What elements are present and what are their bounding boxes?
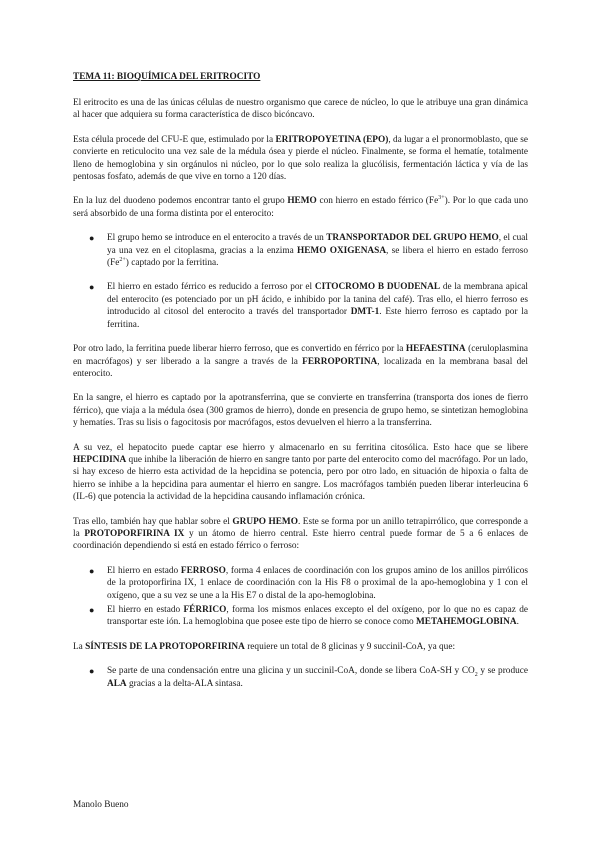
page-title: TEMA 11: BIOQUÍMICA DEL ERITROCITO (73, 72, 261, 82)
bold-term: CITOCROMO B DUODENAL (314, 282, 441, 293)
list-item: ● El hierro en estado FERROSO, forma 4 enlaces de coordinación con los grupos amino de los anillos pirrólicos de la protoporfirina IX, 1 enlace de coordinación con la His F8 o proximal de la apo-hemoglobina y 1 con el oxígeno, que a su vez se une a la His E7 o distal de la apo-hemoglobina. (89, 565, 528, 601)
list-item: ● El hierro en estado férrico es reducido a ferroso por el CITOCROMO B DUODENAL de la membrana apical del enterocito (es potenciado por un pH ácido, e inhibido por la tanina del café). Tras ello, el hierro ferroso es introducido al citosol del enterocito a través del transportador DMT-1. Este hierro ferroso es captado por la ferritina. (89, 282, 528, 330)
bold-term: DMT-1 (350, 307, 380, 318)
list-item: ● El grupo hemo se introduce en el enterocito a través de un TRANSPORTADOR DEL GRUPO HEMO, el cual ya una vez en el citoplasma, gracias a la enzima HEMO OXIGENASA, se libera el hierro en estado ferroso $(Fe^{2+})$ captado por la ferritina. (89, 233, 529, 269)
bullet-icon: ● (89, 233, 95, 244)
paragraph-sintesis: La SÍNTESIS DE LA PROTOPORFIRINA requiere un total de 8 glicinas y 9 succinil-CoA, ya que: (73, 641, 456, 652)
bullet-list-absorption (73, 232, 528, 331)
paragraph-intro: El eritrocito es una de las únicas células de nuestro organismo que carece de núcleo, lo que le atribuye una gran dinámica al hacer que adquiera su forma característica de disco bicóncavo. (73, 98, 528, 121)
bold-term: ERITROPOYETINA (EPO) (275, 134, 389, 145)
bold-term: ALA (107, 678, 127, 689)
document-body (73, 71, 528, 702)
paragraph-grupo-hemo: Tras ello, también hay que hablar sobre el GRUPO HEMO. Este se forma por un anillo tetrapirrólico, que corresponde a la PROTOPORFIRINA IX y un átomo de hierro central. Este hierro central puede formar de 5 a 6 enlaces de coordinación dependiendo si está en estado férrico o ferroso: (73, 516, 528, 552)
bold-term: METAHEMOGLOBINA (416, 617, 517, 628)
bold-term: HEMO OXIGENASA (297, 245, 387, 256)
bullet-list-synthesis (73, 665, 528, 690)
bullet-list-iron-states (73, 565, 528, 629)
footer-author: Manolo Bueno (73, 800, 129, 810)
bold-term: FERROPORTINA (302, 356, 378, 367)
bold-term: HEMO (287, 196, 317, 207)
list-item: ● Se parte de una condensación entre una glicina y un succinil-CoA, donde se libera CoA-SH y $CO_2$ y se produce ALA gracias a la delta-ALA sintasa. (89, 666, 528, 689)
bold-term: SÍNTESIS DE LA PROTOPORFIRINA (85, 641, 245, 652)
bold-term: HEFAESTINA (405, 344, 466, 355)
paragraph-sangre: En la sangre, el hierro es captado por la apotransferrina, que se convierte en transferrina (transporta dos iones de fierro férrico), que viaja a la médula ósea (300 gramos de hierro), donde en presencia de grupo hemo, se sintetizan hemoglobina y hematíes. Tras su lisis o fagocitosis por macrófagos, estos devuelven el hierro a la transferrina. (73, 393, 528, 429)
bullet-icon: ● (89, 565, 95, 576)
list-item: ● El hierro en estado FÉRRICO, forma los mismos enlaces excepto el del oxígeno, por lo que no es capaz de transportar este ión. La hemoglobina que posee este tipo de hierro se conoce como METAHEMOGLOBINA. (89, 605, 528, 628)
bold-term: GRUPO HEMO (232, 516, 298, 527)
paragraph-duodeno: En la luz del duodeno podemos encontrar tanto el grupo HEMO con hierro en estado férrico $(Fe^{3+})$. Por lo que cada uno será absorbido de una forma distinta por el enterocito: (73, 195, 528, 219)
bold-term: FERROSO (180, 565, 226, 576)
bold-term: HEPCIDINA (73, 454, 127, 465)
bullet-icon: ● (89, 282, 95, 293)
bold-term: FÉRRICO (183, 605, 227, 615)
bold-term: PROTOPORFIRINA IX (84, 528, 185, 539)
bold-term: TRANSPORTADOR DEL GRUPO HEMO (326, 233, 499, 244)
paragraph-hepcidina: A su vez, el hepatocito puede captar ese hierro y almacenarlo en su ferritina citosólica. Esto hace que se libere HEPCIDINA que inhibe la liberación de hierro en sangre tanto por parte del enterocito como del macrófago. Por un lado, si hay exceso de hierro esta actividad de la hepcidina se potencia, pero por otro lado, en situación de hipoxia o falta de hierro se inhibe a la hepcidina para aumentar el hierro en sangre. Los macrófagos también pueden liberar interleucina 6 (IL-6) que potencia la actividad de la hepcidina causando inflamación crónica. (73, 442, 528, 503)
bullet-icon: ● (89, 666, 95, 677)
paragraph-origin: Esta célula procede del CFU-E que, estimulado por la ERITROPOYETINA (EPO), da lugar a el pronormoblasto, que se convierte en reticulocito una vez sale de la médula ósea y pierde el núcleo. Finalmente, se forma el hematíe, totalmente lleno de hemoglobina y sin orgánulos ni núcleo, por lo que solo realiza la glucólisis, fermentación láctica y vía de las pentosas fosfato, además de que vive en torno a 120 días. (73, 134, 529, 183)
bullet-icon: ● (89, 605, 95, 615)
paragraph-ferroportina: Por otro lado, la ferritina puede liberar hierro ferroso, que es convertido en férrico por la HEFAESTINA (ceruloplasmina en macrófagos) y ser liberado a la sangre a través de la FERROPORTINA, localizada en la membrana basal del enterocito. (73, 344, 528, 379)
